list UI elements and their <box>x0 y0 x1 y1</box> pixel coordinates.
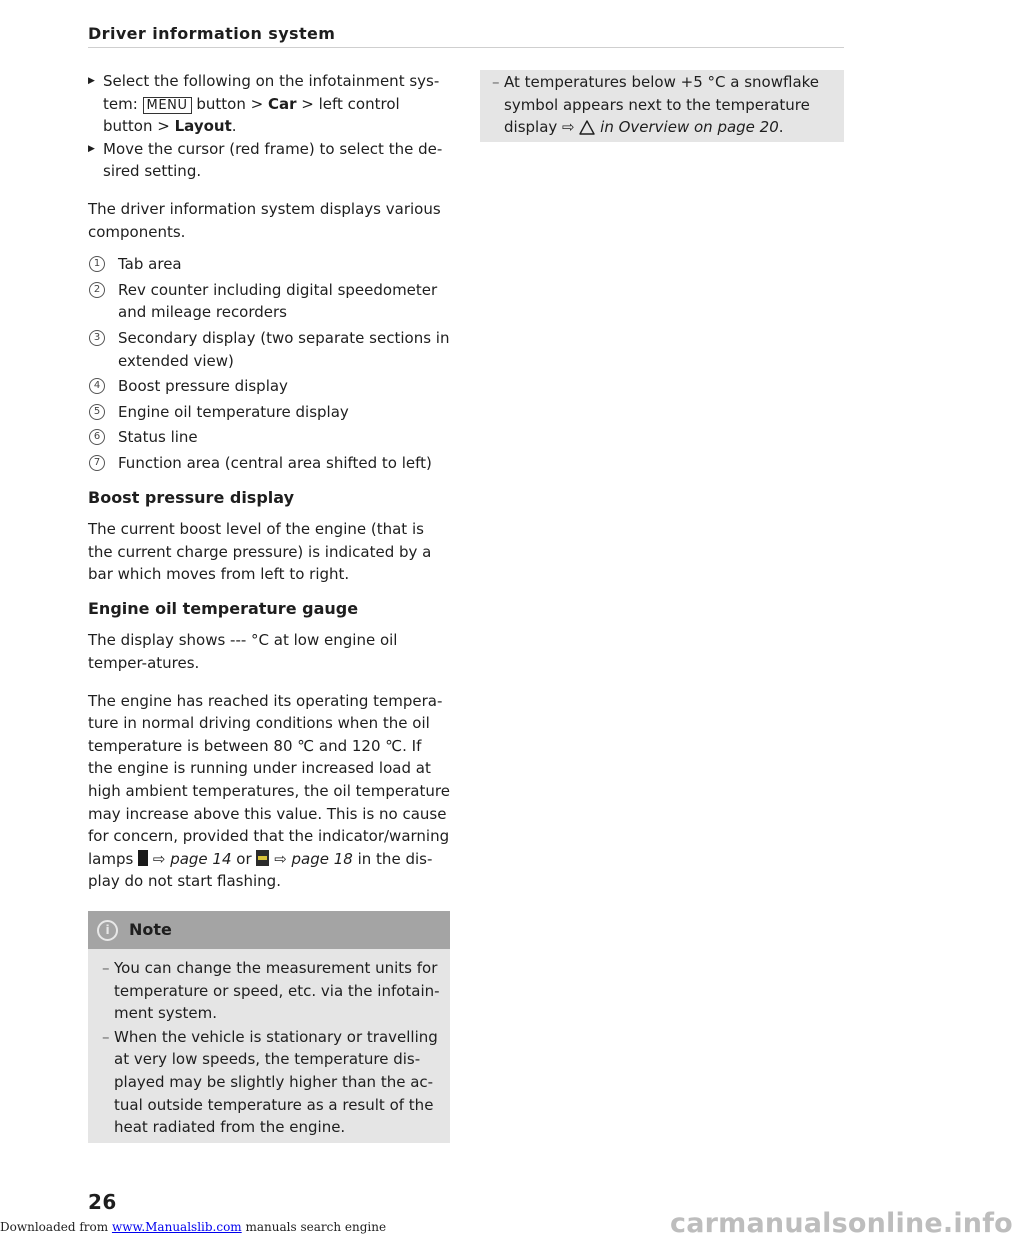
legend-item: 7 Function area (central area shifted to left) <box>88 452 450 475</box>
number-circle-icon: 4 <box>89 378 105 394</box>
note-title: Note <box>129 919 172 939</box>
overview-page-ref[interactable]: in Overview on page 20 <box>595 118 779 137</box>
page-number: 26 <box>88 1190 117 1214</box>
page-ref-18[interactable]: ⇨ page 18 <box>274 849 353 868</box>
info-icon: i <box>97 920 118 941</box>
section-title: Driver information system <box>88 24 336 43</box>
note-body <box>88 949 450 1143</box>
legend-item: 6 Status line <box>88 426 450 449</box>
menu-key-label: MENU <box>143 97 192 114</box>
oil-warning-lamp-icon <box>256 850 269 866</box>
header-divider <box>88 47 844 48</box>
oil-heading: Engine oil temperature gauge <box>88 598 359 618</box>
snowflake-note-box <box>480 70 844 142</box>
boost-paragraph: The current boost level of the engine (that is the current charge pressure) is indicated by a bar which moves from left to right. <box>88 520 432 584</box>
step-triangle-icon: ▶ <box>88 76 95 86</box>
number-circle-icon: 1 <box>89 256 105 272</box>
intro-paragraph: The driver information system displays various components. <box>88 199 441 241</box>
arrow-ref: ⇨ <box>562 118 575 137</box>
download-footer: Downloaded from www.Manualslib.com manuals search engine <box>0 1220 387 1234</box>
note-item: – You can change the measurement units for temperature or speed, etc. via the infotain-ment system. <box>102 959 440 1023</box>
legend-item: 4 Boost pressure display <box>88 375 450 398</box>
instruction-step-2: ▶ Move the cursor (red frame) to select the de-sired setting. <box>88 139 443 181</box>
legend-item: 2 Rev counter including digital speedometer and mileage recorders <box>88 279 450 324</box>
number-circle-icon: 2 <box>89 282 105 298</box>
number-circle-icon: 5 <box>89 404 105 420</box>
legend-item: 5 Engine oil temperature display <box>88 401 450 424</box>
warning-triangle-icon <box>579 120 595 135</box>
number-circle-icon: 3 <box>89 330 105 346</box>
note-header <box>88 911 450 949</box>
right-column <box>480 70 844 142</box>
number-circle-icon: 7 <box>89 455 105 471</box>
instruction-step-1: ▶ Select the following on the infotainment sys-tem: MENU button > Car > left control button > Layout. <box>88 72 440 136</box>
oil-paragraph-1: The display shows --- °C at low engine oil temper-atures. <box>88 631 398 673</box>
boost-heading: Boost pressure display <box>88 487 294 507</box>
left-column <box>88 70 450 1143</box>
watermark-text: carmanualsonline.info <box>670 1208 1013 1239</box>
note-box <box>88 911 450 1143</box>
number-circle-icon: 6 <box>89 429 105 445</box>
oil-paragraph-2: The engine has reached its operating tempera-ture in normal driving conditions when the oil temperature is between 80 ℃ and 120 ℃. If the engine is running under increased load at high ambient temperatures, the oil temperature may increase above this value. This is no cause for concern, provided that the indicator/warning lamps ⇨ page 14 or ⇨ page 18 in the dis-play do not start flashing. <box>88 691 450 891</box>
step-triangle-icon: ▶ <box>88 143 95 154</box>
legend-item: 3 Secondary display (two separate sections in extended view) <box>88 327 450 372</box>
indicator-lamp-icon <box>138 850 148 866</box>
component-legend <box>88 253 450 474</box>
menu-layout: Layout <box>174 117 232 136</box>
manualslib-link[interactable]: www.Manualslib.com <box>111 1220 242 1234</box>
snowflake-note-item: – At temperatures below +5 °C a snowflake symbol appears next to the temperature display ⇨ in Overview on page 20. <box>492 73 820 137</box>
legend-item: 1 Tab area <box>88 253 450 276</box>
page-ref-14[interactable]: ⇨ page 14 <box>152 849 232 868</box>
note-item: – When the vehicle is stationary or travelling at very low speeds, the temperature dis-played may be slightly higher than the ac-tual outside temperature as a result of the heat radiated from the engine. <box>102 1027 438 1137</box>
menu-car: Car <box>267 94 297 113</box>
